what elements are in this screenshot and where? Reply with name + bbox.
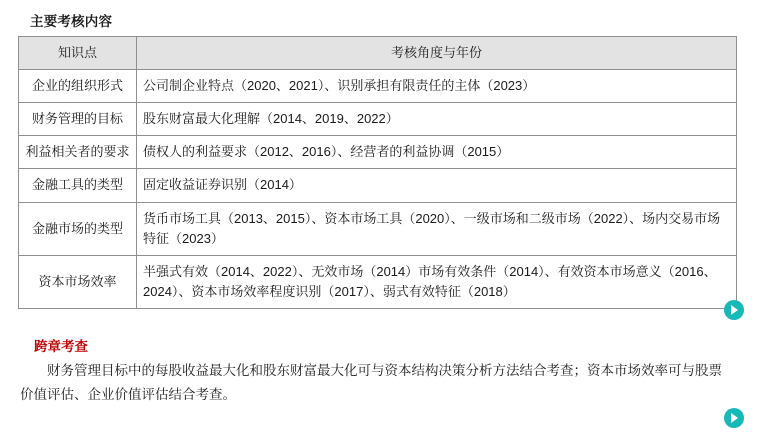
section-title: 主要考核内容 [30, 14, 113, 29]
table-body [19, 70, 737, 309]
play-icon[interactable] [724, 408, 744, 428]
cell-detail: 货币市场工具（2013、2015）、资本市场工具（2020）、一级市场和二级市场（2022）、场内交易市场特征（2023） [137, 202, 737, 255]
table-row [19, 70, 737, 103]
cell-topic: 金融工具的类型 [19, 169, 137, 202]
cell-detail: 公司制企业特点（2020、2021）、识别承担有限责任的主体（2023） [137, 70, 737, 103]
assessment-table [18, 36, 737, 309]
cell-detail: 半强式有效（2014、2022）、无效市场（2014）市场有效条件（2014）、有效资本市场意义（2016、2024）、资本市场效率程度识别（2017）、弱式有效特征（2018） [137, 255, 737, 308]
column-header-detail: 考核角度与年份 [137, 37, 737, 70]
table-row [19, 169, 737, 202]
play-icon[interactable] [724, 300, 744, 320]
cell-topic: 资本市场效率 [19, 255, 137, 308]
table-row [19, 103, 737, 136]
cell-detail: 股东财富最大化理解（2014、2019、2022） [137, 103, 737, 136]
column-header-topic: 知识点 [19, 37, 137, 70]
table-row [19, 136, 737, 169]
table-row [19, 255, 737, 308]
table-head [19, 37, 737, 70]
table-header-row [19, 37, 737, 70]
cell-topic: 财务管理的目标 [19, 103, 137, 136]
cell-topic: 企业的组织形式 [19, 70, 137, 103]
cell-detail: 固定收益证券识别（2014） [137, 169, 737, 202]
table-row [19, 202, 737, 255]
cross-chapter-section [14, 335, 748, 406]
cell-detail: 债权人的利益要求（2012、2016）、经营者的利益协调（2015） [137, 136, 737, 169]
cross-chapter-title: 跨章考查 [34, 339, 88, 355]
cell-topic: 金融市场的类型 [19, 202, 137, 255]
cell-topic: 利益相关者的要求 [19, 136, 137, 169]
cross-chapter-body: 财务管理目标中的每股收益最大化和股东财富最大化可与资本结构决策分析方法结合考查；资本市场效率可与股票价值评估、企业价值评估结合考查。 [20, 363, 722, 402]
